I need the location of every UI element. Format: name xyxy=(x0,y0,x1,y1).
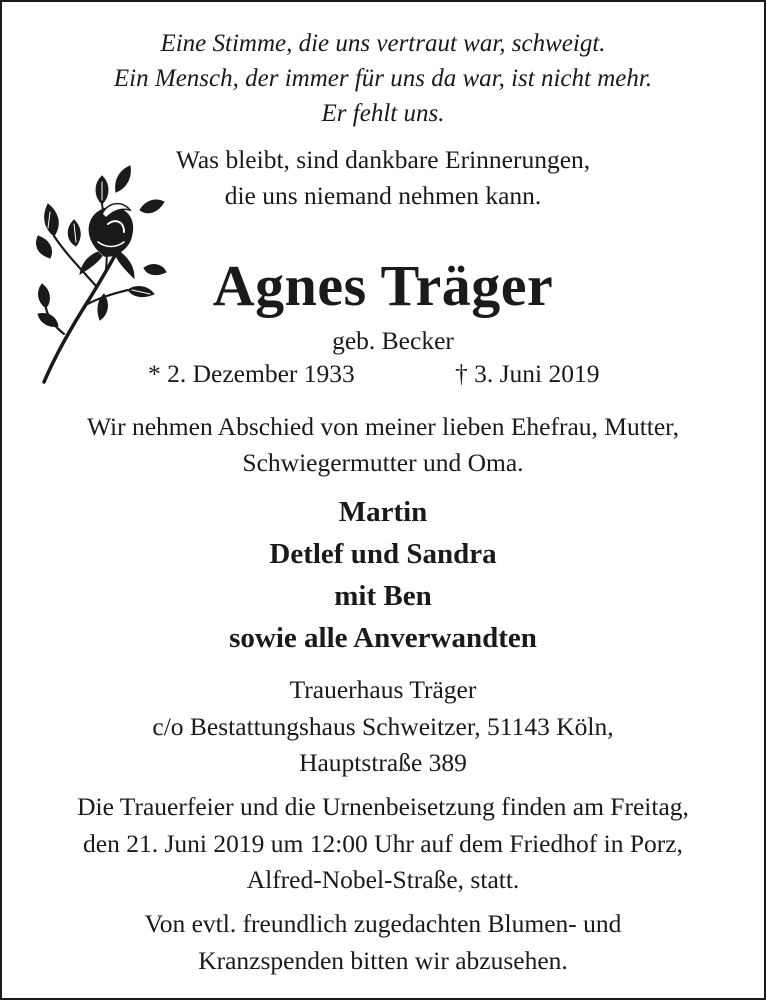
ceremony-line-3: Alfred-Nobel-Straße, statt. xyxy=(246,865,520,894)
flowers-line-2: Kranzspenden bitten wir abzusehen. xyxy=(198,946,568,975)
address-line-2: c/o Bestattungshaus Schweitzer, 51143 Köln, xyxy=(152,712,614,741)
motto-line-1: Eine Stimme, die uns vertraut war, schweigt. xyxy=(160,30,606,57)
deceased-name: Agnes Träger xyxy=(212,253,554,318)
quote-line-2: die uns niemand nehmen kann. xyxy=(224,181,542,210)
family-line-2: Detlef und Sandra xyxy=(269,538,497,570)
address-line-3: Hauptstraße 389 xyxy=(299,748,467,777)
farewell-line-1: Wir nehmen Abschied von meiner lieben Ehefrau, Mutter, xyxy=(86,412,680,441)
motto-line-2: Ein Mensch, der immer für uns da war, ist nicht mehr. xyxy=(113,65,653,92)
motto-line-3: Er fehlt uns. xyxy=(321,100,445,127)
farewell-line-2: Schwiegermutter und Oma. xyxy=(242,448,524,477)
family-line-4: sowie alle Anverwandten xyxy=(229,622,537,654)
death-date: † 3. Juni 2019 xyxy=(455,359,600,388)
quote-line-1: Was bleibt, sind dankbare Erinnerungen, xyxy=(175,145,591,174)
birth-date: * 2. Dezember 1933 xyxy=(148,359,355,388)
address-line-1: Trauerhaus Träger xyxy=(289,675,477,704)
flowers-line-1: Von evtl. freundlich zugedachten Blumen- und xyxy=(144,909,622,938)
ceremony-line-2: den 21. Juni 2019 um 12:00 Uhr auf dem Friedhof in Porz, xyxy=(83,829,683,858)
family-line-3: mit Ben xyxy=(334,580,432,612)
birth-name: geb. Becker xyxy=(332,326,454,355)
ceremony-line-1: Die Trauerfeier und die Urnenbeisetzung finden am Freitag, xyxy=(77,792,689,821)
family-line-1: Martin xyxy=(338,496,428,528)
